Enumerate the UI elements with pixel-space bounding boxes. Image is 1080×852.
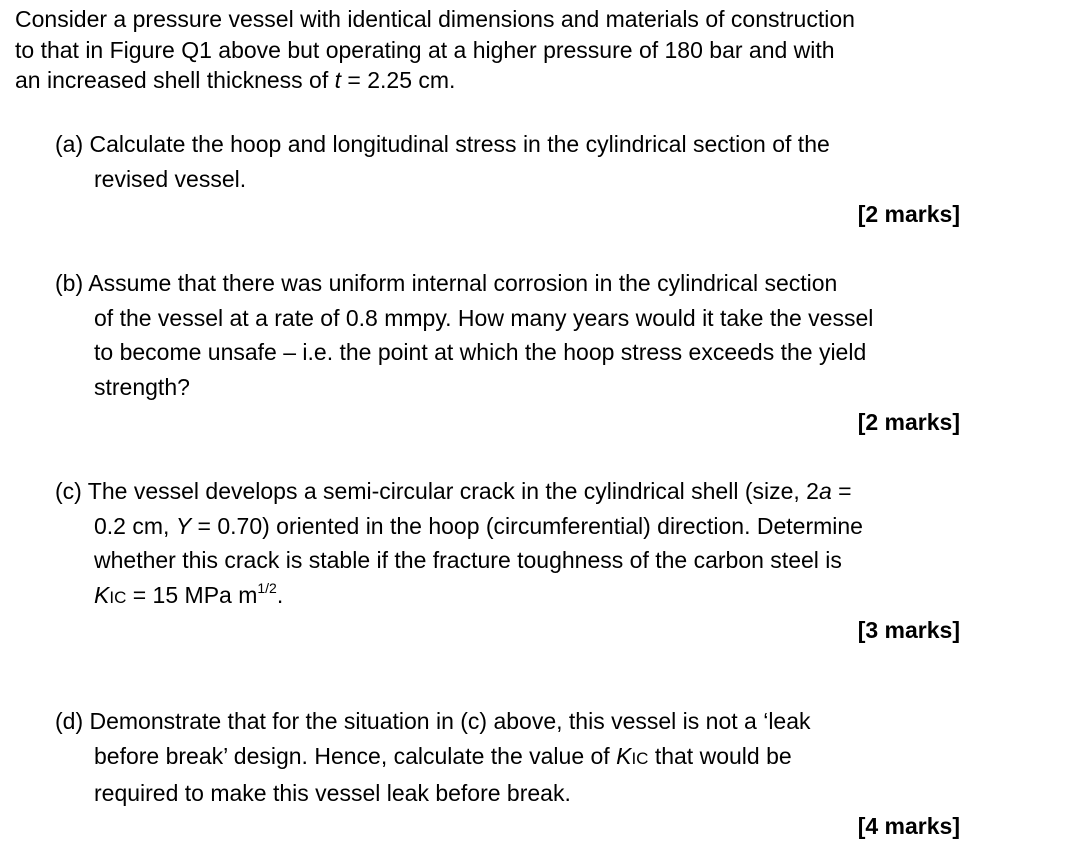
part-c-marks: [3 marks] (857, 617, 960, 643)
intro-text: = 2.25 cm. (341, 67, 456, 93)
part-d-line-2 (55, 739, 960, 777)
exponent: 1/2 (257, 579, 277, 596)
part-b-line-3: to become unsafe – i.e. the point at which the hoop stress exceeds the yield (94, 339, 867, 365)
part-d-text: that would be (648, 742, 792, 769)
part-b-line-2: of the vessel at a rate of 0.8 mmpy. How many years would it take the vessel (94, 304, 874, 331)
part-a-marks: [2 marks] (857, 201, 960, 227)
part-b-question (55, 266, 960, 404)
part-d-marks: [4 marks] (857, 813, 960, 839)
part-b-line-1: (b) Assume that there was uniform internal corrosion in the cylindrical section (55, 270, 838, 296)
intro-text: an increased shell thickness of (15, 67, 335, 93)
part-c-text: = 0.70) oriented in the hoop (circumferential) direction. Determine (191, 512, 863, 539)
part-c-line-3: whether this crack is stable if the fracture toughness of the carbon steel is (94, 547, 842, 573)
part-a-question (55, 127, 960, 196)
toughness-subscript: IC (109, 587, 127, 607)
part-d-text: before break’ design. Hence, calculate the value of (94, 742, 617, 769)
intro-paragraph (15, 4, 975, 96)
part-c-text: . (276, 581, 284, 608)
toughness-variable: K (616, 742, 632, 769)
geometry-factor-variable: Y (175, 512, 192, 539)
part-c-text: 0.2 cm, (94, 512, 176, 539)
part-c-text: (c) The vessel develops a semi-circular crack in the cylindrical shell (size, 2 (55, 478, 819, 504)
toughness-variable: K (94, 581, 110, 608)
part-d-line-1: (d) Demonstrate that for the situation in (c) above, this vessel is not a ‘leak (55, 708, 811, 734)
part-c-line-1 (55, 474, 960, 509)
part-b-line-4: strength? (94, 373, 190, 400)
part-d-question (55, 704, 960, 811)
part-c-line-2 (55, 509, 960, 544)
crack-size-variable: a (818, 478, 832, 504)
part-b-marks: [2 marks] (857, 409, 960, 435)
toughness-subscript: IC (631, 748, 649, 768)
part-c-question (55, 474, 960, 615)
intro-line-2: to that in Figure Q1 above but operating at a higher pressure of 180 bar and with (15, 36, 835, 63)
part-c-line-4 (55, 578, 960, 616)
intro-line-1: Consider a pressure vessel with identical dimensions and materials of construction (15, 6, 855, 32)
thickness-variable: t (334, 67, 342, 93)
part-a-line-2: revised vessel. (94, 165, 247, 192)
part-d-line-3: required to make this vessel leak before break. (94, 780, 571, 806)
part-c-text: = (831, 478, 852, 504)
part-c-text: = 15 MPa m (126, 581, 258, 608)
part-a-line-1: (a) Calculate the hoop and longitudinal stress in the cylindrical section of the (55, 131, 830, 157)
intro-line-3 (15, 65, 975, 96)
